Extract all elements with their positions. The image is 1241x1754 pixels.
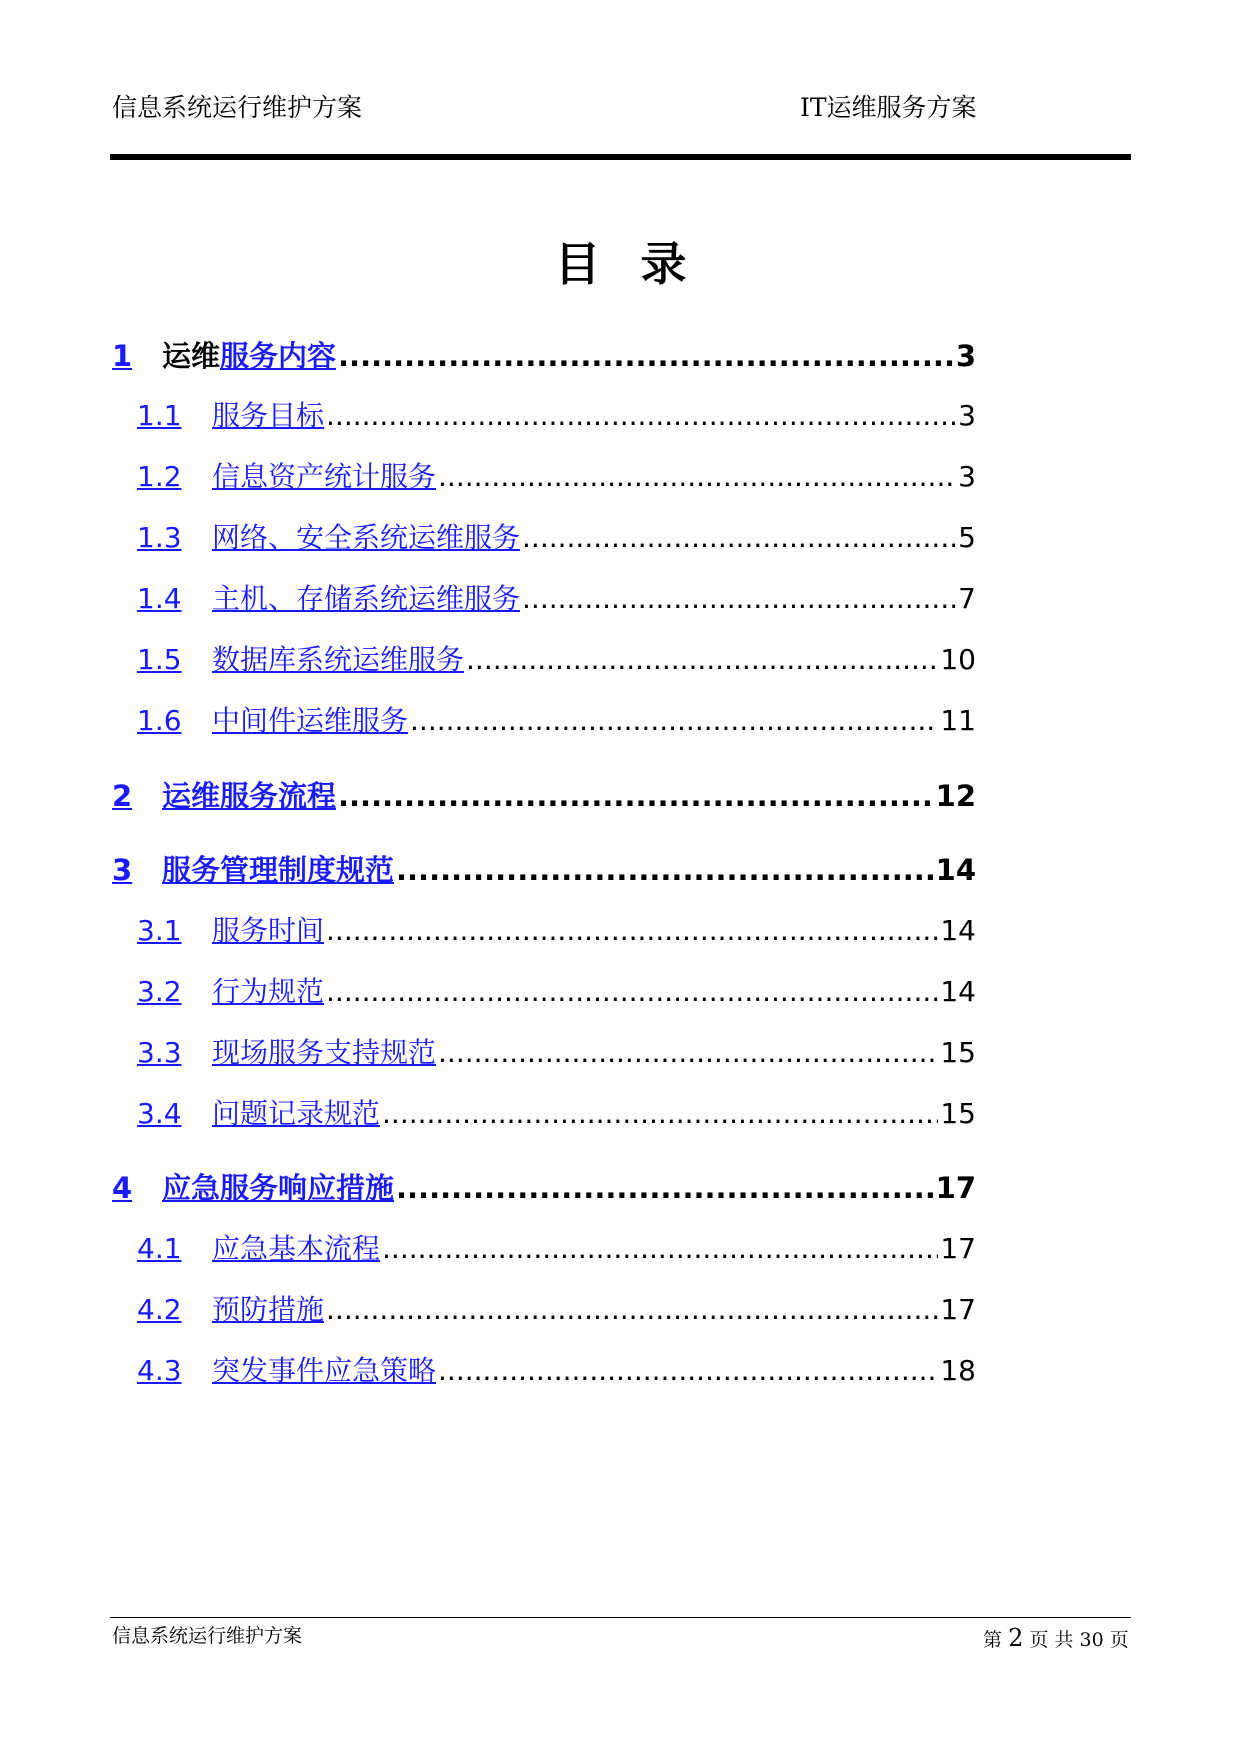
toc-entry-number[interactable]: 1.5 [137,643,182,676]
toc-entry-4-1[interactable] [137,1229,976,1269]
toc-entry-title-link[interactable]: 服务内容 [220,339,337,373]
toc-entry-1-5[interactable] [137,640,976,680]
footer-page-suffix: 页 [1109,1629,1129,1651]
toc-entry-4[interactable] [112,1168,976,1208]
toc-entry-title-link[interactable]: 网络、安全系统运维服务 [212,521,521,554]
header-doc-subtitle: IT运维服务方案 [800,93,977,122]
toc-entry-number[interactable]: 1.1 [137,399,182,432]
toc-entry-title[interactable] [162,850,394,890]
toc-entry-4-3[interactable] [137,1351,976,1391]
toc-entry-number[interactable]: 4.3 [137,1354,182,1387]
toc-leader-dots [326,972,938,1012]
toc-entry-page[interactable]: 18 [940,1354,976,1387]
toc-entry-number[interactable]: 1.2 [137,460,182,493]
toc-entry-title[interactable] [212,1094,380,1134]
toc-entry-title[interactable] [212,518,520,558]
toc-entry-title-link[interactable]: 运维服务流程 [162,779,337,813]
footer-current-page: 2 [1008,1624,1024,1652]
toc-leader-dots [382,1094,938,1134]
toc-entry-3-4[interactable] [137,1094,976,1134]
toc-entry-3-3[interactable] [137,1033,976,1073]
toc-entry-4-2[interactable] [137,1290,976,1330]
toc-entry-title[interactable] [212,1033,436,1073]
toc-entry-title[interactable] [212,701,408,741]
toc-entry-title-link[interactable]: 突发事件应急策略 [212,1354,437,1387]
toc-entry-title[interactable] [212,1290,324,1330]
toc-entry-title-link[interactable]: 服务时间 [212,914,325,947]
footer-page-counter [983,1624,1131,1654]
footer-page-mid: 页 共 [1029,1629,1074,1651]
toc-entry-3-1[interactable] [137,911,976,951]
toc-leader-dots [338,336,954,376]
toc-entry-page[interactable]: 15 [940,1036,976,1069]
toc-entry-page[interactable]: 17 [940,1232,976,1265]
toc-entry-title-link[interactable]: 服务管理制度规范 [162,853,395,887]
toc-entry-title[interactable] [162,776,336,816]
footer-divider [110,1617,1131,1618]
toc-entry-title-link[interactable]: 主机、存储系统运维服务 [212,582,521,615]
toc-entry-page[interactable]: 14 [935,853,976,887]
toc-entry-title-plain: 运维 [162,339,221,373]
toc-leader-dots [326,911,938,951]
toc-entry-1-1[interactable] [137,396,976,436]
toc-entry-page[interactable]: 10 [940,643,976,676]
toc-leader-dots [396,1168,934,1208]
header-divider [110,154,1131,160]
toc-leader-dots [338,776,934,816]
toc-entry-page[interactable]: 3 [958,460,976,493]
toc-leader-dots [326,1290,938,1330]
toc-leader-dots [522,518,956,558]
toc-entry-number[interactable]: 4.2 [137,1293,182,1326]
toc-leader-dots [438,457,956,497]
toc-entry-title-link[interactable]: 服务目标 [212,399,325,432]
toc-leader-dots [522,579,956,619]
toc-entry-title[interactable] [212,457,436,497]
toc-entry-page[interactable]: 3 [955,339,976,373]
toc-leader-dots [396,850,934,890]
toc-entry-3-2[interactable] [137,972,976,1012]
toc-entry-1[interactable] [112,336,976,376]
toc-entry-page[interactable]: 14 [940,914,976,947]
toc-heading: 目录 [554,237,727,291]
toc-leader-dots [410,701,938,741]
toc-entry-page[interactable]: 3 [958,399,976,432]
toc-entry-title-link[interactable]: 数据库系统运维服务 [212,643,465,676]
toc-entry-page[interactable]: 5 [958,521,976,554]
toc-entry-title[interactable] [212,911,324,951]
toc-leader-dots [382,1229,938,1269]
toc-entry-title[interactable] [212,579,520,619]
toc-entry-title[interactable] [212,1229,380,1269]
toc-entry-number[interactable]: 4.1 [137,1232,182,1265]
toc-entry-page[interactable]: 7 [958,582,976,615]
toc-entry-page[interactable]: 12 [935,779,976,813]
toc-entry-title-link[interactable]: 应急服务响应措施 [162,1171,395,1205]
toc-entry-1-3[interactable] [137,518,976,558]
footer-doc-title: 信息系统运行维护方案 [112,1625,303,1647]
toc-entry-title-link[interactable]: 问题记录规范 [212,1097,381,1130]
toc-entry-number[interactable]: 3 [112,853,133,887]
toc-entry-number[interactable]: 3.2 [137,975,182,1008]
toc-entry-number[interactable]: 1.4 [137,582,182,615]
toc-entry-3[interactable] [112,850,976,890]
toc-leader-dots [438,1033,938,1073]
footer-page-prefix: 第 [983,1629,1003,1651]
toc-entry-page[interactable]: 17 [935,1171,976,1205]
toc-entry-number[interactable]: 4 [112,1171,133,1205]
toc-entry-number[interactable]: 2 [112,779,133,813]
header-doc-title: 信息系统运行维护方案 [112,93,363,122]
toc-entry-number[interactable]: 1 [112,339,133,373]
toc-entry-page[interactable]: 15 [940,1097,976,1130]
toc-entry-title-link[interactable]: 预防措施 [212,1293,325,1326]
toc-entry-title[interactable] [212,640,464,680]
toc-entry-number[interactable]: 3.1 [137,914,182,947]
toc-entry-2[interactable] [112,776,976,816]
toc-leader-dots [326,396,956,436]
toc-entry-title[interactable] [162,336,336,376]
toc-leader-dots [466,640,938,680]
toc-entry-number[interactable]: 1.6 [137,704,182,737]
toc-entry-number[interactable]: 1.3 [137,521,182,554]
toc-entry-1-4[interactable] [137,579,976,619]
toc-entry-title-link[interactable]: 信息资产统计服务 [212,460,437,493]
toc-entry-page[interactable]: 17 [940,1293,976,1326]
toc-entry-title[interactable] [212,972,324,1012]
toc-entry-title[interactable] [212,396,324,436]
toc-entry-number[interactable]: 3.4 [137,1097,182,1130]
toc-entry-title[interactable] [212,1351,436,1391]
toc-entry-title-link[interactable]: 应急基本流程 [212,1232,381,1265]
footer-total-pages: 30 [1079,1629,1104,1651]
toc-entry-title-link[interactable]: 行为规范 [212,975,325,1008]
toc-leader-dots [438,1351,938,1391]
toc-entry-title-link[interactable]: 现场服务支持规范 [212,1036,437,1069]
toc-entry-1-2[interactable] [137,457,976,497]
toc-entry-page[interactable]: 11 [940,704,976,737]
toc-entry-title-link[interactable]: 中间件运维服务 [212,704,409,737]
toc-entry-title[interactable] [162,1168,394,1208]
toc-entry-page[interactable]: 14 [940,975,976,1008]
toc-entry-1-6[interactable] [137,701,976,741]
toc-entry-number[interactable]: 3.3 [137,1036,182,1069]
